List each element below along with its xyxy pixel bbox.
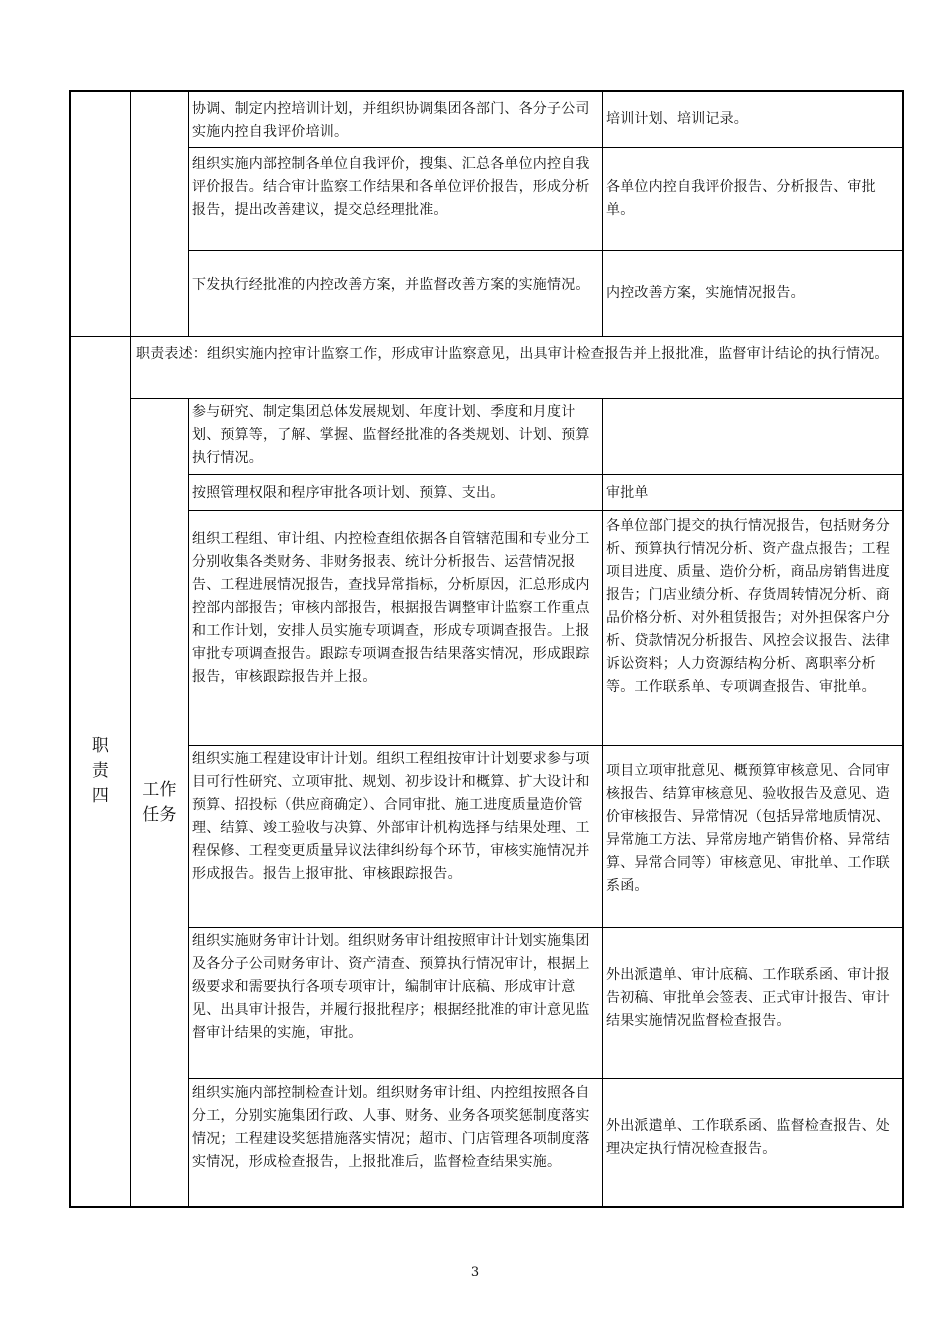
row-divider: [188, 927, 902, 928]
task-cell: 组织实施内部控制各单位自我评价，搜集、汇总各单位内控自我评价报告。结合审计监察工作结果和各单位评价报告，形成分析报告，提出改善建议，提交总经理批准。: [192, 156, 590, 218]
page-number: 3: [470, 1265, 480, 1280]
task-cell: 协调、制定内控培训计划，并组织协调集团各部门、各分子公司实施内控自我评价培训。: [192, 101, 590, 140]
column-divider-3-bottom: [602, 398, 603, 1206]
task-cell: 组织实施内部控制检查计划。组织财务审计组、内控组按照各自分工，分别实施集团行政、人事、财务、业务各项奖惩制度落实情况；工程建设奖惩措施落实情况；超市、门店管理各项制度落实情况，形成检查报告，上报批准后，监督检查结果实施。: [192, 1085, 590, 1170]
output-text: 各单位内控自我评价报告、分析报告、审批单。: [606, 179, 876, 218]
row-divider: [188, 745, 902, 746]
duty-statement: 职责表述：组织实施内控审计监察工作，形成审计监察意见，出具审计检查报告并上报批准，监督审计结论的执行情况。: [136, 346, 889, 362]
output-cell: [606, 251, 900, 336]
task-cell: 组织实施工程建设审计计划。组织工程组按审计计划要求参与项目可行性研究、立项审批、规划、初步设计和概算、扩大设计和预算、招投标（供应商确定）、合同审批、施工进度质量造价管理、结算、竣工验收与决算、外部审计机构选择与结果处理、工程保修、工程变更质量异议法律纠纷每个环节，审核实施情况并形成报告。报告上报审批、审核跟踪报告。: [192, 751, 590, 882]
output-cell: 各单位部门提交的执行情况报告，包括财务分析、预算执行情况分析、资产盘点报告；工程项目进度、质量、造价分析，商品房销售进度报告；门店业绩分析、存货周转情况分析、商品价格分析、对外租赁报告；对外担保客户分析、贷款情况分析报告、风控会议报告、法律诉讼资料；人力资源结构分析、离职率分析等。工作联系单、专项调查报告、审批单。: [606, 518, 890, 695]
work-task-label: [131, 399, 188, 1206]
row-divider: [130, 398, 902, 399]
output-cell: 项目立项审批意见、概预算审核意见、合同审核报告、结算审核意见、验收报告及意见、造价审核报告、异常情况（包括异常地质情况、异常施工方法、异常房地产销售价格、异常结算、异常合同等）审核意见、审批单、工作联系函。: [606, 763, 890, 894]
output-cell: [606, 148, 900, 250]
section-divider: [71, 336, 902, 337]
row-divider: [188, 510, 902, 511]
row-divider: [188, 474, 902, 475]
output-text: 内控改善方案，实施情况报告。: [606, 285, 805, 301]
responsibility-table: [69, 90, 904, 1208]
task-cell: 组织实施财务审计计划。组织财务审计组按照审计计划实施集团及各分子公司财务审计、资产清查、预算执行情况审计，根据上级要求和需要执行各项专项审计，编制审计底稿、形成审计意见、出具审计报告，并履行报批程序；根据经批准的审计意见监督审计结果的实施，审批。: [192, 933, 590, 1041]
output-cell: 外出派遣单、工作联系函、监督检查报告、处理决定执行情况检查报告。: [606, 1118, 890, 1157]
row-divider: [188, 1078, 902, 1079]
task-cell: 按照管理权限和程序审批各项计划、预算、支出。: [192, 485, 505, 501]
task-cell: 参与研究、制定集团总体发展规划、年度计划、季度和月度计划、预算等，了解、掌握、监督经批准的各类规划、计划、预算执行情况。: [192, 404, 590, 466]
output-cell: [606, 92, 900, 147]
work-task-label-text: 工作 任务: [142, 779, 177, 825]
task-cell: 下发执行经批准的内控改善方案，并监督改善方案的实施情况。: [192, 277, 590, 293]
section-label: [71, 337, 130, 1206]
section-label-text: 职 责 四: [91, 736, 110, 806]
output-cell: 审批单: [606, 485, 649, 501]
column-divider-2-bottom: [188, 398, 189, 1206]
output-text: 培训计划、培训记录。: [606, 111, 748, 127]
task-cell: 组织工程组、审计组、内控检查组依据各自管辖范围和专业分工分别收集各类财务、非财务报表、统计分析报告、运营情况报告、工程进展情况报告，查找异常指标，分析原因，汇总形成内控部内部报告；审核内部报告，根据报告调整审计监察工作重点和工作计划，安排人员实施专项调查，形成专项调查报告。上报审批专项调查报告。跟踪专项调查报告结果落实情况，形成跟踪报告，审核跟踪报告并上报。: [192, 531, 590, 685]
column-divider-2-top: [188, 92, 189, 336]
column-divider-3-top: [602, 92, 603, 336]
output-cell: 外出派遣单、审计底稿、工作联系函、审计报告初稿、审批单会签表、正式审计报告、审计结果实施情况监督检查报告。: [606, 967, 890, 1029]
